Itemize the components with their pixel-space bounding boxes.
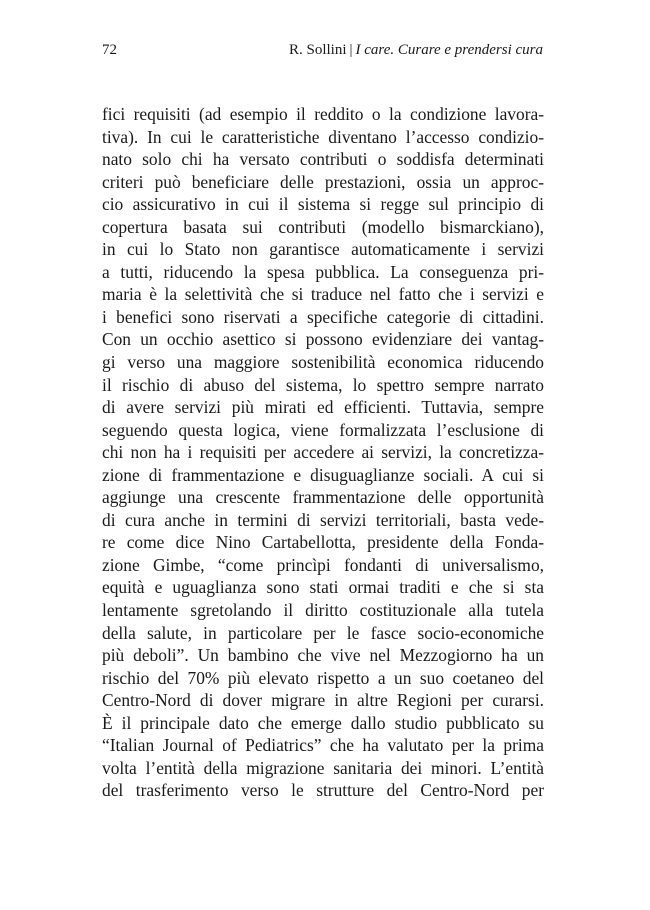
text-line: fici requisiti (ad esempio il reddito o la condizione lavora- <box>102 104 544 124</box>
text-line: della salute, in particolare per le fasce socio-economiche <box>102 622 544 643</box>
text-line: Centro-Nord di dover migrare in altre Regioni per curarsi. <box>102 690 544 711</box>
text-line: È il principale dato che emerge dallo studio pubblicato su <box>102 712 544 733</box>
running-header <box>289 40 543 60</box>
text-line: il rischio di abuso del sistema, lo spettro sempre narrato <box>102 374 544 395</box>
text-line: volta l’entità della migrazione sanitaria dei minori. L’entità <box>102 757 544 778</box>
text-line: di cura anche in termini di servizi territoriali, basta vede- <box>102 509 544 530</box>
text-line: maria è la selettività che si traduce nel fatto che i servizi e <box>102 284 544 305</box>
text-line: lentamente sgretolando il diritto costituzionale alla tutela <box>102 600 544 621</box>
text-line: zione Gimbe, “come princìpi fondanti di universalismo, <box>102 554 544 575</box>
text-line: zione di frammentazione e disuguaglianze sociali. A cui si <box>102 464 544 485</box>
text-line: rischio del 70% più elevato rispetto a un suo coetaneo del <box>102 667 544 688</box>
text-line: Con un occhio asettico si possono evidenziare dei vantag- <box>102 329 544 350</box>
text-line: a tutti, riducendo la spesa pubblica. La conseguenza pri- <box>102 261 544 282</box>
text-line: copertura basata sui contributi (modello bismarckiano), <box>102 216 544 237</box>
text-line: re come dice Nino Cartabellotta, presidente della Fonda- <box>102 532 544 553</box>
body-text <box>102 103 544 802</box>
text-line: in cui lo Stato non garantisce automaticamente i servizi <box>102 239 544 260</box>
text-line: i benefici sono riservati a specifiche categorie di cittadini. <box>102 306 544 327</box>
text-line: criteri può beneficiare delle prestazioni, ossia un approc- <box>102 171 544 192</box>
header-separator: | <box>349 42 353 58</box>
page-number: 72 <box>102 42 117 58</box>
text-line: di avere servizi più mirati ed efficienti. Tuttavia, sempre <box>102 397 544 418</box>
text-line: gi verso una maggiore sostenibilità economica riducendo <box>102 352 544 373</box>
text-line: tiva). In cui le caratteristiche diventano l’accesso condizio- <box>102 126 544 147</box>
text-line: chi non ha i requisiti per accedere ai servizi, la concretizza- <box>102 442 544 463</box>
text-line: nato solo chi ha versato contributi o soddisfa determinati <box>102 149 544 170</box>
text-line: del trasferimento verso le strutture del Centro-Nord per <box>102 780 544 801</box>
text-line: “Italian Journal of Pediatrics” che ha valutato per la prima <box>102 735 544 756</box>
text-line: più deboli”. Un bambino che vive nel Mezzogiorno ha un <box>102 645 544 666</box>
text-line: cio assicurativo in cui il sistema si regge sul principio di <box>102 194 544 215</box>
text-line: seguendo questa logica, viene formalizzata l’esclusione di <box>102 419 544 440</box>
text-line: equità e uguaglianza sono stati ormai traditi e che si sta <box>102 577 544 598</box>
text-line: aggiunge una crescente frammentazione delle opportunità <box>102 487 544 508</box>
header-author: R. Sollini <box>288 42 347 58</box>
header-book-title: I care. Curare e prendersi cura <box>355 42 543 58</box>
